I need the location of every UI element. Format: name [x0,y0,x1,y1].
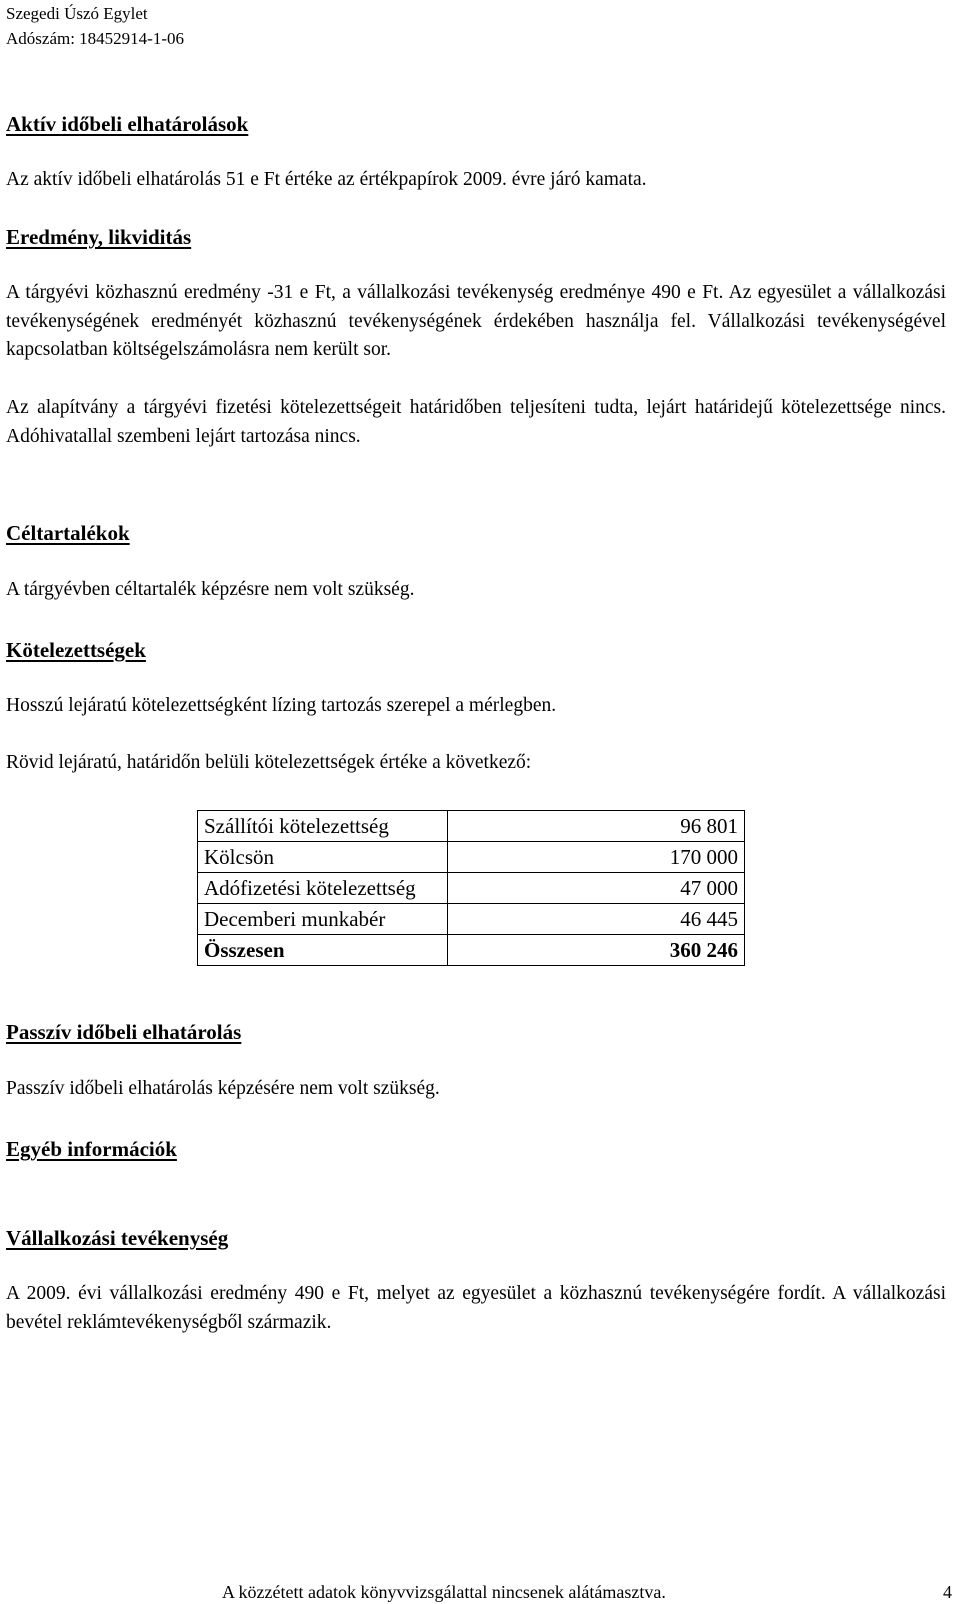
table-row [198,811,745,842]
table-cell-value: 170 000 [448,842,745,873]
liabilities-table [197,810,745,966]
table-cell-value: 96 801 [448,811,745,842]
table-total-value: 360 246 [448,935,745,966]
table-cell-value: 46 445 [448,904,745,935]
tax-id: Adószám: 18452914-1-06 [6,29,185,48]
table-total-label: Összesen [198,935,448,966]
heading-result: Eredmény, likviditás [6,225,192,249]
provisions-text: A tárgyévben céltartalék képzésre nem volt szükség. [6,579,415,600]
table-cell-label: Adófizetési kötelezettség [198,873,448,904]
heading-liabilities: Kötelezettségek [6,638,146,662]
accruals-text: Az aktív időbeli elhatárolás 51 e Ft értéke az értékpapírok 2009. évre járó kamata. [6,169,647,190]
page-number: 4 [943,1582,952,1602]
liabilities-text-2: Rövid lejáratú, határidőn belüli kötelezettségek értéke a következő: [6,752,532,773]
result-paragraph-2: Az alapítvány a tárgyévi fizetési kötelezettségeit határidőben teljesíteni tudta, lejárt határidejű kötelezettsége nincs. Adóhivatallal szembeni lejárt tartozása nincs. [6,397,946,447]
footer-note: A közzétett adatok könyvvizsgálattal nincsenek alátámasztva. [222,1582,666,1602]
result-paragraph-1: A tárgyévi közhasznú eredmény -31 e Ft, a vállalkozási tevékenység eredménye 490 e Ft. Az egyesület a vállalkozási tevékenységének eredményét közhasznú tevékenységének érdekében használja fel. Vállalkozási tevékenységével kapcsolatban költségelszámolásra nem került sor. [6,282,946,360]
heading-accruals: Aktív időbeli elhatárolások [6,112,249,136]
table-cell-label: Kölcsön [198,842,448,873]
heading-business-activity: Vállalkozási tevékenység [6,1226,229,1250]
table-cell-value: 47 000 [448,873,745,904]
organization-name: Szegedi Úszó Egylet [6,4,148,23]
table-total-row [198,935,745,966]
table-cell-label: Szállítói kötelezettség [198,811,448,842]
business-text: A 2009. évi vállalkozási eredmény 490 e Ft, melyet az egyesület a közhasznú tevékenységére fordít. A vállalkozási bevétel reklámtevékenységből származik. [6,1283,946,1333]
table-row [198,873,745,904]
heading-provisions: Céltartalékok [6,521,130,545]
heading-other-info: Egyéb információk [6,1137,177,1161]
table-cell-label: Decemberi munkabér [198,904,448,935]
deferred-text: Passzív időbeli elhatárolás képzésére nem volt szükség. [6,1078,440,1099]
liabilities-text-1: Hosszú lejáratú kötelezettségként lízing tartozás szerepel a mérlegben. [6,695,557,716]
heading-deferred: Passzív időbeli elhatárolás [6,1020,242,1044]
table-row [198,842,745,873]
table-row [198,904,745,935]
